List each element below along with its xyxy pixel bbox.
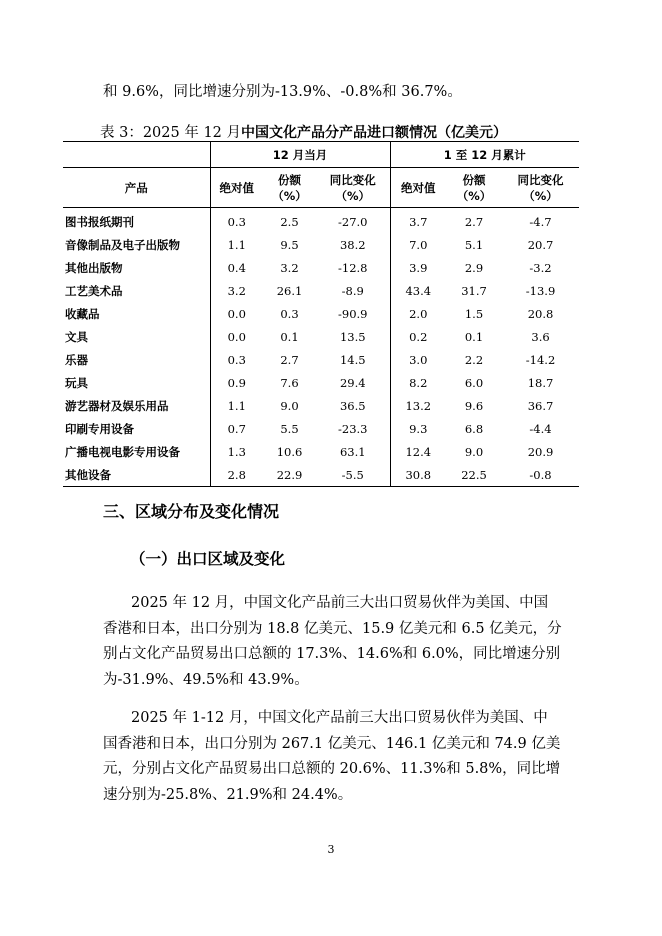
value-cell-y-abs: 8.2 bbox=[390, 371, 446, 394]
value-cell-y-share: 6.0 bbox=[464, 375, 484, 390]
header-cumulative: 1 至 12 月累计 bbox=[390, 142, 579, 168]
value-cell-m-share: 10.6 bbox=[276, 444, 303, 459]
table-caption-prefix: 表 3：2025 年 12 月 bbox=[100, 125, 242, 141]
value-cell-y-abs: 2.0 bbox=[390, 302, 446, 325]
product-name-cell: 广播电视电影专用设备 bbox=[65, 444, 180, 459]
header-yoy-unit: （%） bbox=[335, 188, 371, 203]
header-year-share bbox=[446, 168, 502, 208]
value-cell-y-abs: 3.0 bbox=[390, 348, 446, 371]
table-row bbox=[63, 463, 579, 487]
header-year-abs: 绝对值 bbox=[390, 168, 446, 208]
value-cell-y-yoy: 3.6 bbox=[531, 329, 550, 344]
paragraph-line: 2025 年 1-12 月，中国文化产品前三大出口贸易伙伴为美国、中 bbox=[131, 710, 548, 726]
value-cell-m-yoy: 63.1 bbox=[339, 444, 366, 459]
value-cell-y-share: 2.2 bbox=[464, 352, 484, 367]
section-title: 三、区域分布及变化情况 bbox=[103, 502, 280, 521]
product-name-cell: 玩具 bbox=[65, 375, 88, 390]
value-cell-m-share: 7.6 bbox=[280, 375, 299, 390]
product-name-cell: 图书报纸期刊 bbox=[65, 214, 134, 229]
table-row bbox=[63, 394, 579, 417]
value-cell-m-abs: 0.3 bbox=[210, 348, 263, 371]
value-cell-y-share: 6.8 bbox=[464, 421, 484, 436]
value-cell-m-yoy: -27.0 bbox=[338, 214, 368, 229]
paragraph-december bbox=[103, 591, 563, 693]
value-cell-m-abs: 1.1 bbox=[210, 394, 263, 417]
value-cell-m-yoy: 14.5 bbox=[339, 352, 366, 367]
value-cell-y-abs: 43.4 bbox=[390, 279, 446, 302]
paragraph-line: 元，分别占文化产品贸易出口总额的 20.6%、11.3%和 5.8%，同比增 bbox=[103, 761, 561, 778]
product-name-cell: 其他出版物 bbox=[65, 260, 123, 275]
value-cell-y-share: 9.6 bbox=[464, 398, 484, 413]
value-cell-y-yoy: 20.9 bbox=[527, 444, 554, 459]
table-group-header-row bbox=[63, 142, 579, 168]
value-cell-y-abs: 0.2 bbox=[390, 325, 446, 348]
page-number: 3 bbox=[327, 843, 335, 856]
header-month: 12 月当月 bbox=[210, 142, 390, 168]
value-cell-m-abs: 0.3 bbox=[210, 208, 263, 234]
header-share-label: 份额 bbox=[278, 172, 301, 187]
table-row bbox=[63, 417, 579, 440]
value-cell-m-yoy: -23.3 bbox=[338, 421, 368, 436]
value-cell-m-abs: 0.4 bbox=[210, 256, 263, 279]
value-cell-y-abs: 30.8 bbox=[390, 463, 446, 487]
value-cell-m-share: 0.3 bbox=[280, 306, 299, 321]
value-cell-y-share: 9.0 bbox=[464, 444, 484, 459]
value-cell-m-abs: 3.2 bbox=[210, 279, 263, 302]
value-cell-m-yoy: 36.5 bbox=[339, 398, 366, 413]
table-row bbox=[63, 371, 579, 394]
table-row bbox=[63, 208, 579, 234]
continued-text-line: 和 9.6%，同比增速分别为-13.9%、-0.8%和 36.7%。 bbox=[103, 84, 462, 100]
paragraph-line: 2025 年 12 月，中国文化产品前三大出口贸易伙伴为美国、中国 bbox=[131, 595, 549, 611]
value-cell-y-yoy: -4.4 bbox=[529, 421, 552, 436]
value-cell-m-share: 0.1 bbox=[280, 329, 299, 344]
value-cell-y-share: 2.9 bbox=[464, 260, 484, 275]
value-cell-y-abs: 3.7 bbox=[390, 208, 446, 234]
header-year-yoy bbox=[502, 168, 579, 208]
value-cell-y-abs: 12.4 bbox=[390, 440, 446, 463]
product-name-cell: 收藏品 bbox=[65, 306, 100, 321]
value-cell-m-abs: 1.3 bbox=[210, 440, 263, 463]
value-cell-y-yoy: 36.7 bbox=[527, 398, 554, 413]
table-row bbox=[63, 325, 579, 348]
value-cell-y-yoy: -14.2 bbox=[525, 352, 556, 367]
table-row bbox=[63, 256, 579, 279]
header-yoy-label: 同比变化 bbox=[329, 172, 376, 187]
value-cell-m-abs: 1.1 bbox=[210, 233, 263, 256]
product-name-cell: 乐器 bbox=[65, 352, 88, 367]
product-name-cell: 游艺器材及娱乐用品 bbox=[65, 398, 169, 413]
value-cell-y-abs: 3.9 bbox=[390, 256, 446, 279]
value-cell-y-share: 31.7 bbox=[461, 283, 487, 298]
value-cell-y-abs: 13.2 bbox=[390, 394, 446, 417]
product-name-cell: 工艺美术品 bbox=[65, 283, 123, 298]
paragraph-line: 为-31.9%、49.5%和 43.9%。 bbox=[103, 671, 309, 688]
value-cell-m-yoy: -90.9 bbox=[338, 306, 368, 321]
header-empty-cell bbox=[63, 142, 210, 168]
header-month-yoy bbox=[316, 168, 390, 208]
header-share-unit: （%） bbox=[456, 188, 492, 203]
value-cell-y-share: 0.1 bbox=[464, 329, 484, 344]
value-cell-m-share: 22.9 bbox=[263, 463, 316, 487]
header-share-unit: （%） bbox=[272, 188, 307, 203]
value-cell-y-share: 1.5 bbox=[464, 306, 484, 321]
product-name-cell: 印刷专用设备 bbox=[65, 421, 134, 436]
value-cell-m-abs: 0.0 bbox=[210, 325, 263, 348]
paragraph-line: 国香港和日本，出口分别为 267.1 亿美元、146.1 亿美元和 74.9 亿美 bbox=[103, 735, 561, 752]
subsection-title: （一）出口区域及变化 bbox=[130, 550, 286, 568]
header-share-label: 份额 bbox=[462, 172, 486, 187]
value-cell-y-abs: 7.0 bbox=[390, 233, 446, 256]
value-cell-y-share: 2.7 bbox=[464, 214, 484, 229]
header-month-share bbox=[263, 168, 316, 208]
product-name-cell: 音像制品及电子出版物 bbox=[65, 237, 180, 252]
table-row bbox=[63, 348, 579, 371]
paragraph-full-year bbox=[103, 706, 563, 808]
value-cell-m-yoy: -12.8 bbox=[338, 260, 368, 275]
value-cell-y-yoy: -0.8 bbox=[502, 463, 579, 487]
value-cell-m-abs: 0.9 bbox=[210, 371, 263, 394]
paragraph-line: 别占文化产品贸易出口总额的 17.3%、14.6%和 6.0%，同比增速分别 bbox=[103, 646, 561, 663]
paragraph-line: 速分别为-25.8%、21.9%和 24.4%。 bbox=[103, 786, 353, 803]
value-cell-m-yoy: 38.2 bbox=[339, 237, 366, 252]
table-caption-title: 中国文化产品分产品进口额情况（亿美元） bbox=[241, 125, 508, 141]
value-cell-m-share: 2.5 bbox=[280, 214, 299, 229]
table-row bbox=[63, 302, 579, 325]
value-cell-m-yoy: -8.9 bbox=[341, 283, 364, 298]
product-name-cell: 其他设备 bbox=[63, 463, 210, 487]
value-cell-m-yoy: -5.5 bbox=[316, 463, 390, 487]
table-column-header-row bbox=[63, 168, 579, 208]
product-name-cell: 文具 bbox=[65, 329, 88, 344]
value-cell-y-yoy: -4.7 bbox=[529, 214, 552, 229]
value-cell-y-yoy: 20.7 bbox=[527, 237, 554, 252]
import-table bbox=[63, 141, 579, 487]
header-yoy-unit: （%） bbox=[523, 188, 558, 203]
table-row bbox=[63, 233, 579, 256]
value-cell-y-yoy: 18.7 bbox=[527, 375, 554, 390]
value-cell-m-share: 2.7 bbox=[280, 352, 299, 367]
value-cell-m-share: 26.1 bbox=[276, 283, 303, 298]
value-cell-y-share: 5.1 bbox=[464, 237, 484, 252]
value-cell-m-share: 9.0 bbox=[280, 398, 299, 413]
value-cell-m-yoy: 13.5 bbox=[339, 329, 366, 344]
header-yoy-label: 同比变化 bbox=[517, 172, 564, 187]
table-caption bbox=[100, 121, 507, 142]
value-cell-m-share: 5.5 bbox=[280, 421, 299, 436]
value-cell-y-yoy: -3.2 bbox=[529, 260, 552, 275]
header-month-abs: 绝对值 bbox=[210, 168, 263, 208]
value-cell-m-abs: 0.0 bbox=[210, 302, 263, 325]
header-product: 产品 bbox=[63, 168, 210, 208]
value-cell-y-yoy: 20.8 bbox=[527, 306, 554, 321]
value-cell-y-share: 22.5 bbox=[446, 463, 502, 487]
value-cell-m-share: 9.5 bbox=[280, 237, 299, 252]
table-row bbox=[63, 279, 579, 302]
value-cell-m-yoy: 29.4 bbox=[339, 375, 366, 390]
value-cell-m-share: 3.2 bbox=[280, 260, 299, 275]
paragraph-line: 香港和日本，出口分别为 18.8 亿美元、15.9 亿美元和 6.5 亿美元，分 bbox=[103, 620, 562, 637]
value-cell-m-abs: 0.7 bbox=[210, 417, 263, 440]
value-cell-y-yoy: -13.9 bbox=[525, 283, 556, 298]
table-row bbox=[63, 440, 579, 463]
value-cell-m-abs: 2.8 bbox=[210, 463, 263, 487]
value-cell-y-abs: 9.3 bbox=[390, 417, 446, 440]
